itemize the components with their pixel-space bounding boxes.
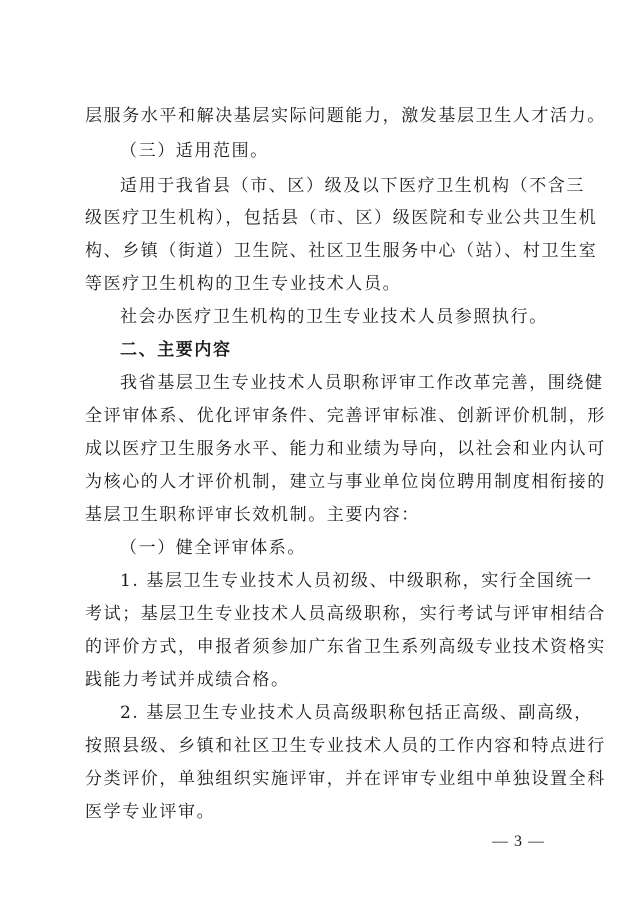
body-line: 医学专业评审。 <box>85 802 216 822</box>
body-line: 成以医疗卫生服务水平、能力和业绩为导向，以社会和业内认可 <box>85 439 606 459</box>
section-heading: 二、主要内容 <box>120 340 232 360</box>
body-line: 分类评价，单独组织实施评审，并在评审专业组中单独设置全科 <box>85 769 606 789</box>
body-line: 2. 基层卫生专业技术人员高级职称包括正高级、副高级， <box>120 703 593 723</box>
body-line: 考试；基层卫生专业技术人员高级职称，实行考试与评审相结合 <box>85 604 606 624</box>
subsection-heading: （一）健全评审体系。 <box>120 538 306 558</box>
subsection-heading: （三）适用范围。 <box>120 141 269 161</box>
body-line: 构、乡镇（街道）卫生院、社区卫生服务中心（站）、村卫生室 <box>85 241 598 261</box>
body-line: 级医疗卫生机构），包括县（市、区）级医院和专业公共卫生机 <box>85 208 598 228</box>
body-line: 的评价方式，申报者须参加广东省卫生系列高级专业技术资格实 <box>85 637 606 657</box>
body-line: 基层卫生职称评审长效机制。主要内容： <box>85 505 420 525</box>
page-number: — 3 — <box>492 833 545 850</box>
body-line: 践能力考试并成绩合格。 <box>85 670 290 690</box>
body-line: 等医疗卫生机构的卫生专业技术人员。 <box>85 274 402 294</box>
body-line: 适用于我省县（市、区）级及以下医疗卫生机构（不含三 <box>120 176 585 196</box>
body-line: 按照县级、乡镇和社区卫生专业技术人员的工作内容和特点进行 <box>85 736 606 756</box>
body-line: 层服务水平和解决基层实际问题能力，激发基层卫生人才活力。 <box>85 106 606 126</box>
body-line: 全评审体系、优化评审条件、完善评审标准、创新评价机制，形 <box>85 406 606 426</box>
body-line: 1. 基层卫生专业技术人员初级、中级职称，实行全国统一 <box>120 571 593 591</box>
body-line: 为核心的人才评价机制，建立与事业单位岗位聘用制度相衔接的 <box>85 472 606 492</box>
body-line: 社会办医疗卫生机构的卫生专业技术人员参照执行。 <box>120 307 548 327</box>
body-line: 我省基层卫生专业技术人员职称评审工作改革完善，围绕健 <box>120 373 604 393</box>
